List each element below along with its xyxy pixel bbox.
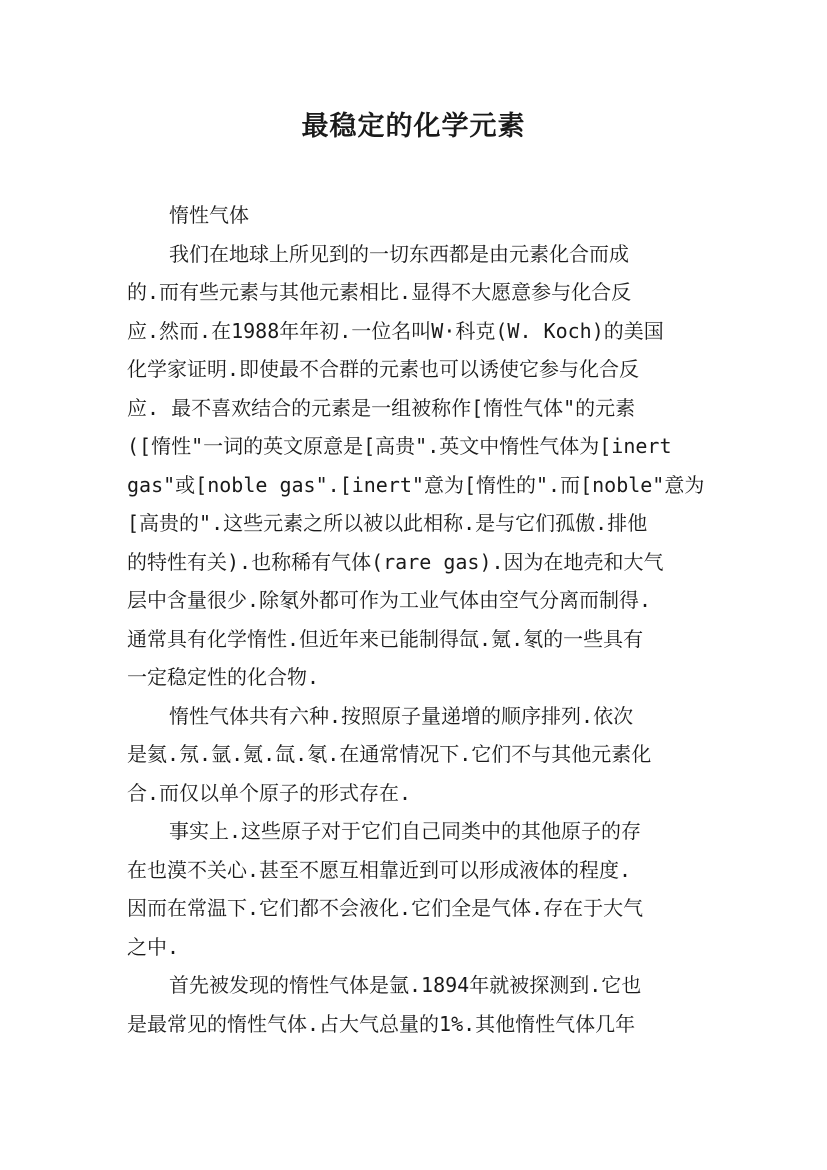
body-line: 是氦.氖.氩.氪.氙.氡.在通常情况下.它们不与其他元素化	[127, 742, 652, 766]
body-line: 应. 最不喜欢结合的元素是一组被称作[惰性气体"的元素	[127, 395, 636, 420]
body-line: 是最常见的惰性气体.占大气总量的1%.其他惰性气体几年	[127, 1011, 636, 1036]
document-body	[127, 196, 705, 1043]
body-line: 在也漠不关心.甚至不愿互相靠近到可以形成液体的程度.	[127, 857, 632, 882]
body-line: 的特性有关).也称稀有气体(rare gas).因为在地壳和大气	[127, 549, 664, 574]
body-line: 之中.	[127, 934, 180, 959]
body-line: 的.而有些元素与其他元素相比.显得不大愿意参与化合反	[127, 280, 632, 304]
body-line: 事实上.这些原子对于它们自己同类中的其他原子的存	[169, 819, 642, 843]
body-line: 惰性气体	[169, 203, 249, 227]
body-line: 惰性气体共有六种.按照原子量递增的顺序排列.依次	[169, 703, 634, 728]
body-line: 一定稳定性的化合物.	[127, 665, 320, 689]
body-line: 通常具有化学惰性.但近年来已能制得氙.氪.氡的一些具有	[127, 626, 644, 651]
body-line: 合.而仅以单个原子的形式存在.	[127, 780, 412, 805]
body-line: ([惰性"一词的英文原意是[高贵".英文中惰性气体为[inert	[127, 434, 672, 458]
document-title: 最稳定的化学元素	[301, 111, 526, 142]
body-line: [高贵的".这些元素之所以被以此相称.是与它们孤傲.排他	[127, 511, 648, 535]
body-line: 化学家证明.即使最不合群的元素也可以诱使它参与化合反	[127, 357, 640, 381]
body-line: gas"或[noble gas".[inert"意为[惰性的".而[noble"意为	[127, 472, 705, 497]
body-line: 因而在常温下.它们都不会液化.它们全是气体.存在于大气	[127, 896, 644, 920]
body-line: 应.然而.在1988年年初.一位名叫W·科克(W. Koch)的美国	[127, 318, 664, 343]
body-line: 我们在地球上所见到的一切东西都是由元素化合而成	[169, 241, 629, 266]
body-line: 层中含量很少.除氡外都可作为工业气体由空气分离而制得.	[127, 588, 652, 612]
body-line: 首先被发现的惰性气体是氩.1894年就被探测到.它也	[169, 973, 642, 997]
